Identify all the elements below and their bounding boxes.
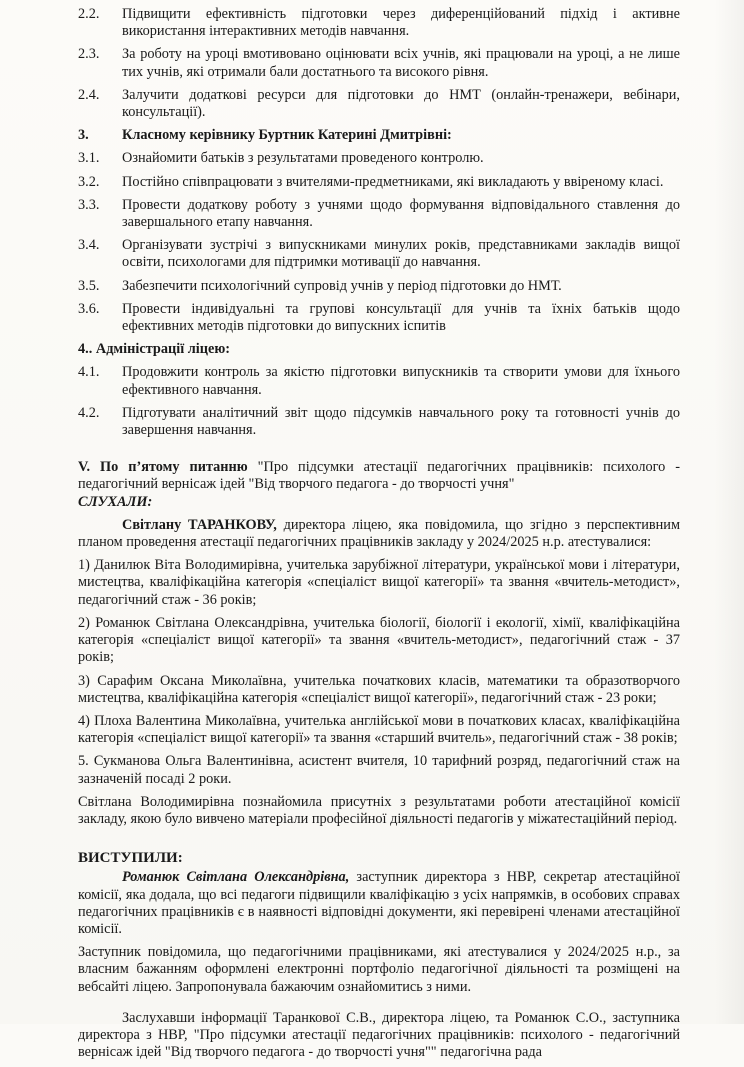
list-item: 4.2. Підготувати аналітичний звіт щодо підсумків навчального року та готовності учнів до завершення навчання. bbox=[78, 404, 680, 439]
item-number: 2.2. bbox=[78, 6, 100, 22]
item-text: За роботу на уроці вмотивовано оцінювати всіх учнів, які працювали на уроці, а не лише тих учнів, які отримали бали достатнього та високого рівня. bbox=[122, 46, 680, 80]
list-item bbox=[78, 46, 680, 80]
decision-paragraph: Заслухавши інформації Таранкової С.В., директора ліцею, та Романюк С.О., заступника директора з НВР, "Про підсумки атестації педагогічних працівників: психолого - педагогічний вернісаж ідей "Від творчого педагога - до творчості учня"" педагогічна рада bbox=[78, 1009, 680, 1061]
item-text: Підвищити ефективність підготовки через диференційований підхід і активне використання інтерактивних методів навчання. bbox=[122, 6, 680, 40]
page-edge-shadow bbox=[714, 0, 744, 1024]
list-item bbox=[78, 87, 680, 121]
teacher-entry: 1) Данилюк Віта Володимирівна, учителька зарубіжної літератури, української мови і літератури, мистецтва, кваліфікаційна категорія «спеціаліст вищої категорії» та звання «вчитель-методист», педагогічний стаж - 36 років; bbox=[78, 557, 680, 608]
teacher-entry: 4) Плоха Валентина Миколаївна, учителька англійської мови в початкових класах, кваліфікаційна категорія «спеціаліст вищої категорії» та звання «старший вчитель», педагогічний стаж - 38 років; bbox=[78, 712, 680, 747]
teacher-entry: 3) Сарафим Оксана Миколаївна, учителька початкових класів, математики та образотворчого мистецтва, кваліфікаційна категорія «спеціаліст вищої категорії», педагогічний стаж - 23 роки; bbox=[78, 672, 680, 706]
spoke-paragraph-2: Заступник повідомила, що педагогічними працівниками, які атестувалися у 2024/2025 н.р., за власним бажанням оформлені електронні портфоліо педагогічної діяльності та розміщені на вебсайті ліцею. Запропонувала бажаючим ознайомитись з ними. bbox=[78, 944, 680, 995]
section-number: 3. bbox=[78, 127, 89, 144]
list-item: 3.4. Організувати зустрічі з випускниками минулих років, представниками закладів вищої освіти, психологами для підтримки мотивації до навчання. bbox=[78, 237, 680, 271]
document-body bbox=[78, 6, 680, 1067]
list-item: 3.2. Постійно співпрацювати з вчителями-предметниками, які викладають у ввіреному класі. bbox=[78, 173, 664, 190]
summary-paragraph: Світлана Володимирівна познайомила присутніх з результатами роботи атестаційної комісії закладу, якою було вивчено матеріали професійної діяльності педагогів у міжатестаційний період. bbox=[78, 793, 680, 827]
report-paragraph: Світлану ТАРАНКОВУ, директора ліцею, яка повідомила, що згідно з перспективним планом проведення атестації педагогічних працівників закладу у 2024/2025 н.р. атестувалися: bbox=[78, 516, 681, 551]
spoke-heading: ВИСТУПИЛИ: bbox=[78, 850, 183, 867]
heard-heading: СЛУХАЛИ: bbox=[78, 493, 153, 510]
teacher-entry: 5. Сукманова Ольга Валентинівна, асистент вчителя, 10 тарифний розряд, педагогічний стаж на зазначеній посаді 2 роки. bbox=[78, 753, 680, 787]
agenda-item-heading: V. По п’ятому питанню "Про підсумки атестації педагогічних працівників: психолого - педагогічний вернісаж ідей "Від творчого педагога - до творчості учня" bbox=[78, 459, 680, 493]
list-item: 3.6. Провести індивідуальні та групові консультації для учнів та їхніх батьків щодо ефективних методів підготовки до випускних іспитів bbox=[78, 300, 680, 335]
spoke-paragraph: Романюк Світлана Олександрівна, заступник директора з НВР, секретар атестаційної комісії, яка додала, що всі педагоги підвищили кваліфікацію з усіх напрямків, в особових справах педагогічних працівників є в наявності відповідні документи, які перевірені членами атестаційної комісії. bbox=[78, 869, 680, 937]
item-number: 2.3. bbox=[78, 46, 100, 63]
teacher-entry: 2) Романюк Світлана Олександрівна, учителька біології, біології і екології, хімії, кваліфікаційна категорія «спеціаліст вищої категорії» та звання «вчитель-методист», педагогічний стаж - 37 років; bbox=[78, 614, 680, 666]
list-item: 3.3. Провести додаткову роботу з учнями щодо формування відповідального ставлення до завершального етапу навчання. bbox=[78, 196, 680, 231]
list-item: 4.1. Продовжити контроль за якістю підготовки випускників та створити умови для їхнього ефективного навчання. bbox=[78, 364, 680, 398]
list-item bbox=[78, 6, 680, 40]
item-text: Залучити додаткові ресурси для підготовки до НМТ (онлайн-тренажери, вебінари, консультації). bbox=[122, 86, 680, 121]
section-heading bbox=[78, 127, 680, 144]
section-title: Класному керівнику Буртник Катерині Дмитрівні: bbox=[122, 127, 452, 144]
list-item: 3.5. Забезпечити психологічний супровід учнів у період підготовки до НМТ. bbox=[78, 277, 562, 294]
list-item: 3.1. Ознайомити батьків з результатами проведеного контролю. bbox=[78, 150, 484, 167]
item-number: 2.4. bbox=[78, 86, 100, 103]
section-heading: 4.. Адміністрації ліцею: bbox=[78, 341, 231, 358]
